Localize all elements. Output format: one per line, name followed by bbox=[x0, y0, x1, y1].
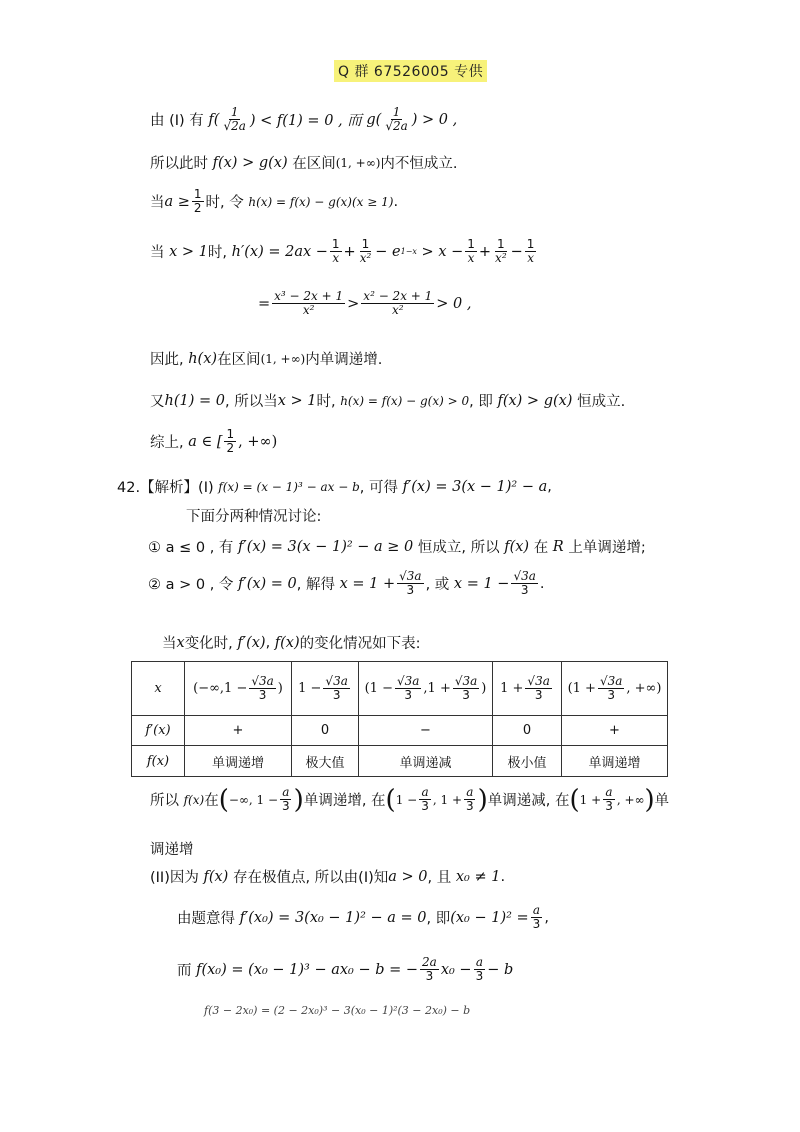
math: − b bbox=[487, 961, 514, 978]
math: + bbox=[478, 243, 492, 260]
text: , 即 bbox=[469, 394, 493, 410]
monotonic-summary-line bbox=[150, 786, 669, 813]
table-cell: + bbox=[562, 716, 668, 746]
variation-table bbox=[131, 661, 668, 777]
text: 时, bbox=[316, 394, 336, 410]
math: h(x) = f(x) − g(x)(x ≥ 1) bbox=[248, 194, 394, 209]
text: . bbox=[500, 868, 506, 885]
text: 调递增 bbox=[150, 842, 194, 858]
fraction: $\frac{a}{3}$ bbox=[466, 785, 474, 814]
math: f(x) > g(x) bbox=[212, 154, 288, 171]
table-intro-line bbox=[162, 632, 421, 653]
text: 在 bbox=[204, 793, 219, 810]
fraction: $\frac{1}{x}$ bbox=[526, 237, 535, 266]
proof-line-2 bbox=[150, 152, 458, 173]
math: x = 1 − bbox=[453, 575, 510, 592]
paren: ( bbox=[218, 784, 229, 815]
paren: ( bbox=[385, 784, 396, 815]
text: 当 bbox=[150, 245, 165, 262]
math: x > 1 bbox=[169, 243, 208, 260]
proof-line-4 bbox=[150, 238, 538, 265]
math: ) < f(1) = 0 , 而 bbox=[249, 113, 362, 130]
text: 的变化情况如下表: bbox=[299, 636, 421, 652]
proof-line-5 bbox=[258, 290, 471, 317]
table-cell: x bbox=[132, 662, 185, 716]
table-cell: 1 + $\frac{√3a}{3}$ bbox=[493, 662, 562, 716]
fraction: $\frac{a}{3}$ bbox=[532, 903, 541, 932]
proof-line-15 bbox=[150, 838, 194, 859]
math: f′(x) = 3(x − 1)² − a ≥ 0 bbox=[238, 538, 414, 555]
fraction: $\frac{a}{3}$ bbox=[421, 785, 429, 814]
table-cell: 1 − $\frac{√3a}{3}$ bbox=[292, 662, 359, 716]
math: x₀ ≠ 1 bbox=[455, 868, 501, 885]
text: 当 bbox=[162, 636, 177, 652]
math: (x₀ − 1)² = bbox=[450, 909, 529, 926]
math: f(x) bbox=[274, 634, 300, 651]
text: (II)因为 bbox=[150, 870, 199, 886]
math: − bbox=[510, 243, 523, 260]
text: 当 bbox=[150, 195, 165, 212]
text: , 所以当 bbox=[224, 394, 278, 410]
proof-line-1 bbox=[150, 106, 457, 133]
math: − e bbox=[375, 243, 401, 260]
table-cell: 极大值 bbox=[292, 746, 359, 777]
math: f(x₀) = (x₀ − 1)³ − ax₀ − b = − bbox=[196, 961, 419, 978]
table-cell: (1 − $\frac{√3a}{3}$ ,1 + $\frac{√3a}{3}$ ) bbox=[359, 662, 493, 716]
math: f′(x₀) = 3(x₀ − 1)² − a = 0 bbox=[239, 909, 427, 926]
text: 又 bbox=[150, 394, 165, 410]
math: h′(x) = 2ax − bbox=[231, 243, 328, 260]
text: 时, 令 bbox=[205, 195, 244, 212]
math: a > 0 bbox=[388, 868, 428, 885]
proof-line-10 bbox=[186, 505, 321, 526]
text: 上单调递增; bbox=[568, 540, 646, 556]
table-cell: (−∞,1 − $\frac{√3a}{3}$ ) bbox=[185, 662, 292, 716]
part-2-header bbox=[150, 866, 505, 887]
fraction: $\frac{1}{\text{x²}}$ bbox=[495, 237, 507, 266]
text: 时, bbox=[207, 245, 227, 262]
case-2-line bbox=[148, 570, 544, 597]
fraction: $\frac{2a}{3}$ bbox=[422, 955, 437, 984]
table-row bbox=[132, 662, 668, 716]
fraction: $\frac{1}{√2a}$ bbox=[223, 105, 246, 134]
paren: ( bbox=[569, 784, 580, 815]
fraction: $\frac{1}{2}$ bbox=[193, 187, 202, 216]
math: f(x) = (x − 1)³ − ax − b bbox=[218, 479, 360, 494]
text: 下面分两种情况讨论: bbox=[186, 509, 322, 525]
fraction: $\frac{\text{x³ − 2x + 1}}{\text{x²}}$ bbox=[274, 289, 344, 318]
math: ) > 0 , bbox=[411, 111, 458, 128]
text: 42.【解析】(I) bbox=[117, 480, 214, 496]
math: + bbox=[343, 243, 356, 260]
text: 在区间 bbox=[292, 156, 336, 172]
math: > bbox=[347, 295, 360, 312]
math: 1 − bbox=[395, 792, 418, 807]
math: a ≥ bbox=[164, 193, 190, 210]
math: f′(x) = 3(x − 1)² − a bbox=[402, 478, 548, 495]
text: 恒成立. bbox=[577, 394, 626, 410]
table-cell: f(x) bbox=[132, 746, 185, 777]
math: a ∈ [ bbox=[188, 433, 223, 450]
proof-line-19 bbox=[204, 1004, 470, 1017]
watermark-banner: Q 群 67526005 专供 bbox=[334, 60, 487, 82]
text: , 且 bbox=[427, 870, 452, 886]
text: 内单调递增. bbox=[305, 352, 383, 368]
text: 在 bbox=[533, 540, 549, 556]
fraction: $\frac{1}{\text{x²}}$ bbox=[359, 237, 372, 266]
table-row bbox=[132, 746, 668, 777]
text: 内不恒成立. bbox=[380, 156, 458, 172]
math: g( bbox=[366, 111, 382, 128]
text: . bbox=[393, 193, 399, 210]
math: f(x) bbox=[504, 538, 530, 555]
math: x = 1 + bbox=[339, 575, 396, 592]
fraction: $\frac{a}{3}$ bbox=[282, 785, 290, 814]
proof-line-17 bbox=[177, 904, 549, 931]
table-cell: 0 bbox=[493, 716, 562, 746]
text: 而 bbox=[177, 963, 192, 980]
text: , 即 bbox=[426, 911, 451, 928]
solution-42-header bbox=[117, 476, 552, 497]
fraction: $\frac{1}{2}$ bbox=[226, 427, 235, 456]
fraction: $\frac{\text{x² − 2x + 1}}{\text{x²}}$ bbox=[363, 289, 433, 318]
math: > bbox=[421, 243, 434, 260]
text: 所以此时 bbox=[150, 156, 208, 172]
text: 因此, bbox=[150, 352, 184, 368]
math: > 0 , bbox=[436, 295, 472, 312]
text: 所以 bbox=[150, 793, 179, 810]
paren: ) bbox=[644, 784, 655, 815]
proof-line-3 bbox=[150, 188, 398, 215]
text: . bbox=[539, 575, 545, 592]
table-cell: 单调递减 bbox=[359, 746, 493, 777]
text: , bbox=[265, 634, 271, 651]
text: 单 bbox=[654, 793, 670, 810]
text: ① a ≤ 0 , 有 bbox=[148, 540, 234, 556]
text: 单调递增, 在 bbox=[303, 793, 386, 810]
math: 1 + bbox=[579, 792, 602, 807]
math: f′(x) bbox=[237, 634, 266, 651]
proof-line-18 bbox=[177, 956, 513, 983]
text: 由 (I) 有 bbox=[150, 113, 204, 130]
text: 存在极值点, 所以由(I)知 bbox=[232, 870, 389, 886]
math: f(x) > g(x) bbox=[497, 392, 573, 409]
text: 在区间 bbox=[217, 352, 261, 368]
table-cell: (1 + $\frac{√3a}{3}$ , +∞) bbox=[562, 662, 668, 716]
math: −∞, 1 − bbox=[228, 792, 279, 807]
fraction: $\frac{√3a}{3}$ bbox=[513, 569, 536, 598]
fraction: $\frac{√3a}{3}$ bbox=[399, 569, 422, 598]
math: x bbox=[176, 634, 185, 651]
math: f(x) bbox=[203, 868, 229, 885]
math: f′(x) = 0 bbox=[238, 575, 297, 592]
math: h(1) = 0 bbox=[164, 392, 225, 409]
table-cell: + bbox=[185, 716, 292, 746]
paren: ) bbox=[477, 784, 488, 815]
table-cell: − bbox=[359, 716, 493, 746]
text: , bbox=[547, 478, 552, 495]
math: f( bbox=[208, 111, 220, 128]
math: (1, +∞) bbox=[260, 351, 306, 366]
text: , 解得 bbox=[296, 577, 335, 594]
proof-line-6 bbox=[150, 348, 382, 369]
text: , 或 bbox=[425, 577, 450, 594]
table-cell: 0 bbox=[292, 716, 359, 746]
text: 变化时, bbox=[184, 636, 233, 652]
text: 恒成立, 所以 bbox=[417, 540, 500, 556]
fraction: $\frac{1}{x}$ bbox=[331, 237, 340, 266]
text: ② a > 0 , 令 bbox=[148, 577, 234, 594]
math: x − bbox=[438, 243, 464, 260]
exponent: 1−x bbox=[400, 247, 417, 257]
math: R bbox=[552, 538, 564, 555]
text: 由题意得 bbox=[177, 911, 235, 928]
math: , +∞) bbox=[238, 433, 278, 450]
table-cell: 单调递增 bbox=[562, 746, 668, 777]
table-cell: f′(x) bbox=[132, 716, 185, 746]
math: , +∞ bbox=[616, 792, 645, 807]
paren: ) bbox=[293, 784, 304, 815]
table-row bbox=[132, 716, 668, 746]
math: = bbox=[258, 295, 271, 312]
math: x₀ − bbox=[440, 961, 472, 978]
proof-line-8 bbox=[150, 428, 277, 455]
fraction: $\frac{a}{3}$ bbox=[605, 785, 613, 814]
case-1-line bbox=[148, 536, 646, 557]
math: h(x) bbox=[188, 350, 218, 367]
text: , 可得 bbox=[359, 480, 398, 496]
fraction: $\frac{1}{x}$ bbox=[467, 237, 475, 266]
text: , bbox=[544, 909, 549, 926]
proof-line-7 bbox=[150, 390, 625, 411]
math: f(x) bbox=[183, 792, 205, 807]
text: 单调递减, 在 bbox=[487, 793, 570, 810]
math: x > 1 bbox=[277, 392, 317, 409]
math: h(x) = f(x) − g(x) > 0 bbox=[340, 393, 470, 408]
fraction: $\frac{1}{√2a}$ bbox=[385, 105, 408, 134]
table-cell: 单调递增 bbox=[185, 746, 292, 777]
fraction: $\frac{a}{3}$ bbox=[475, 955, 484, 984]
math: , 1 + bbox=[432, 792, 462, 807]
text: 综上, bbox=[150, 435, 184, 452]
table-cell: 极小值 bbox=[493, 746, 562, 777]
math: (1, +∞) bbox=[335, 155, 381, 170]
math: f(3 − 2x₀) = (2 − 2x₀)³ − 3(x₀ − 1)²(3 − 2x₀) − b bbox=[204, 1004, 471, 1017]
